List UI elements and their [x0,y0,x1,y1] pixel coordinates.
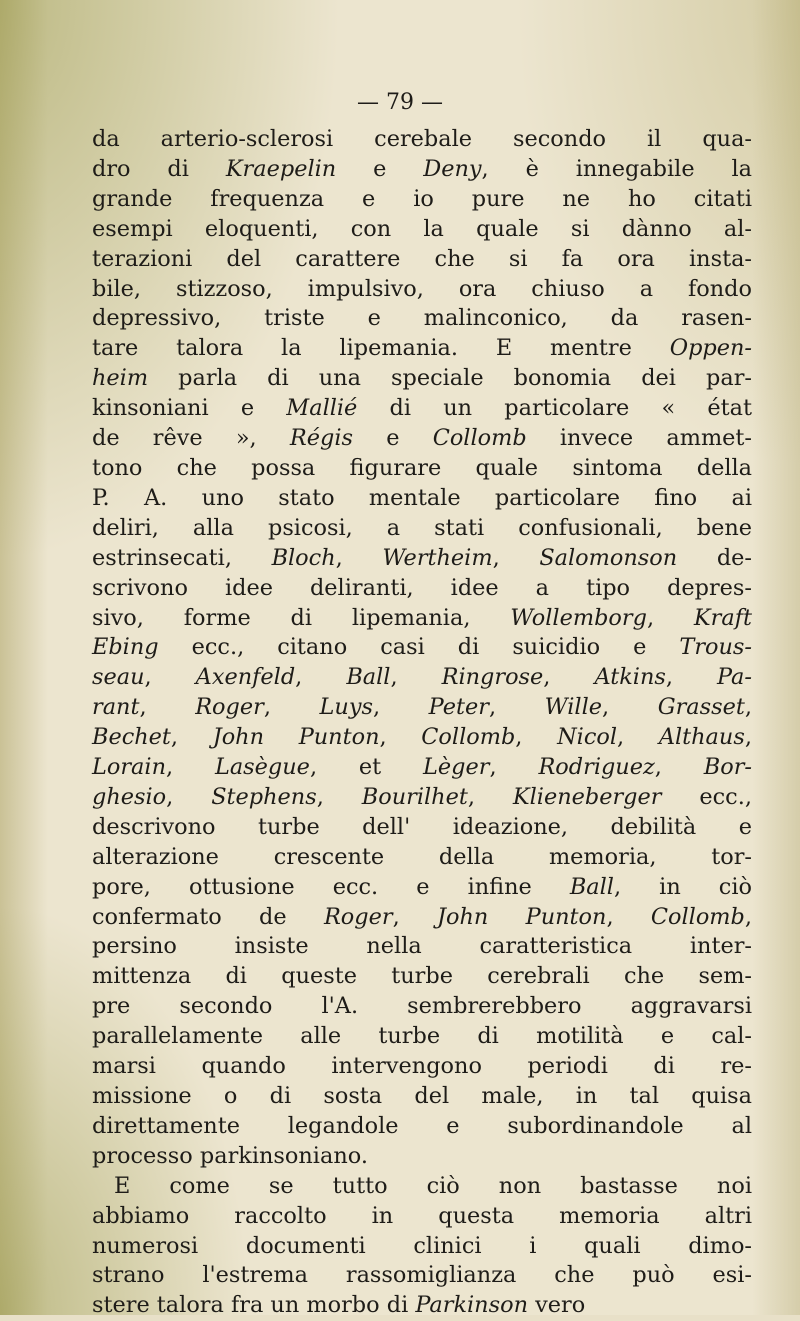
italic-name: Ball [569,873,614,900]
text-segment: , [489,754,539,781]
text-line [92,245,752,275]
text-segment: P. A. uno stato mentale particolare fino ai [92,484,752,511]
text-line [92,1022,752,1052]
italic-name: Bourilhet [361,783,468,810]
text-segment: , [139,694,196,721]
text-line [92,992,752,1022]
text-segment: invece ammet- [526,425,752,452]
text-segment: , [492,544,540,571]
text-segment: , [467,783,513,810]
italic-name: Bloch [271,544,336,571]
text-segment: di un particolare « état [357,395,752,422]
text-segment: tono che possa figurare quale sintoma della [92,454,752,481]
text-segment: , in ciò [613,873,752,900]
text-line [92,932,752,962]
italic-name: Deny [423,155,482,182]
text-segment: , [602,694,658,721]
text-line [92,813,752,843]
text-segment: pre secondo l'A. sembrerebbero aggravarsi [92,993,752,1020]
text-segment: , [744,903,752,930]
italic-name: Roger [323,903,393,930]
text-line [92,1112,752,1142]
text-segment: , [335,544,383,571]
text-segment: dro di [92,155,226,182]
text-segment: descrivono turbe dell' ideazione, debilità e [92,813,752,840]
italic-name: Luys [319,694,373,721]
text-segment: processo parkinsoniano. [92,1142,368,1169]
italic-name: Ringrose [441,664,544,691]
text-segment: E come se tutto ciò non bastasse noi [114,1172,752,1199]
text-segment: esempi eloquenti, con la quale si dànno al- [92,215,752,242]
text-line [92,334,752,364]
text-segment: , [144,664,196,691]
italic-name: Stephens [211,783,317,810]
text-line [92,304,752,334]
text-line [92,185,752,215]
italic-name: Atkins [594,664,666,691]
text-line [92,843,752,873]
text-segment: , [665,664,717,691]
italic-name: seau [92,664,145,691]
text-segment: missione o di sosta del male, in tal quisa [92,1083,752,1109]
text-segment: e [353,425,433,452]
text-segment: confermato de [92,903,324,930]
text-segment: abbiamo raccolto in questa memoria altri [92,1202,752,1229]
italic-name: Collomb [650,903,745,930]
italic-name: John Punton [437,903,607,930]
text-segment: sivo, forme di lipemania, [92,604,511,631]
italic-name: Oppen- [669,335,752,362]
text-line [92,454,752,484]
text-segment: depressivo, triste e malinconico, da rasen- [92,305,752,332]
text-segment: , [379,724,422,751]
text-segment: , [165,754,215,781]
text-line [92,424,752,454]
text-segment: tare talora la lipemania. E mentre [92,335,670,362]
text-segment: , [316,783,362,810]
text-segment: mittenza di queste turbe cerebrali che sem- [92,963,752,990]
text-segment: ecc., [661,783,752,810]
text-segment: , [646,604,694,631]
italic-name: Mallié [286,395,358,422]
text-segment: , [166,783,212,810]
text-segment: , [295,664,347,691]
text-segment: vero [528,1292,586,1319]
text-segment: terazioni del carattere che si fa ora insta- [92,245,752,272]
italic-name: rant [92,694,140,721]
italic-name: Parkinson [415,1292,528,1319]
text-line [92,753,752,783]
text-segment: direttamente legandole e subordinandole al [92,1112,752,1139]
italic-name: Althaus [658,724,745,751]
text-segment: , è innegabile la [481,155,752,182]
text-segment: , [488,694,545,721]
text-line [92,215,752,245]
text-segment: , [606,903,651,930]
text-segment: parla di una speciale bonomia dei par- [148,365,752,392]
text-segment: , [543,664,595,691]
italic-name: Salomonson [539,544,678,571]
text-line [92,604,752,634]
text-segment: , [170,724,213,751]
text-segment: , et [309,754,424,781]
text-segment: , [263,694,320,721]
italic-name: Grasset [657,694,745,721]
italic-name: Kraft [693,604,752,631]
italic-name: Pa- [717,664,752,691]
italic-name: Lèger [423,754,490,781]
text-segment: de- [677,544,752,571]
italic-name: Wille [544,694,602,721]
text-segment: deliri, alla psicosi, a stati confusionali, bene [92,514,752,541]
italic-name: Axenfeld [195,664,296,691]
text-line [92,633,752,663]
text-line [92,1142,752,1172]
text-line [92,484,752,514]
text-segment: , [744,694,752,721]
text-line [92,155,752,185]
text-segment: de rêve », [92,425,290,452]
body-text [92,125,752,1321]
text-segment: estrinsecati, [92,544,272,571]
page-number: — 79 — [357,90,443,115]
text-segment: marsi quando intervengono periodi di re- [92,1053,752,1080]
text-line [92,693,752,723]
italic-name: heim [92,365,149,392]
italic-name: Lorain [92,754,166,781]
italic-name: Trous- [679,634,752,661]
italic-name: Wertheim [382,544,493,571]
text-segment: pore, ottusione ecc. e infine [92,873,570,900]
text-segment: parallelamente alle turbe di motilità e cal- [92,1023,752,1050]
italic-name: Roger [195,694,264,721]
text-segment: , [390,664,442,691]
italic-name: Collomb [432,425,527,452]
text-segment: , [744,724,752,751]
italic-name: Kraepelin [225,155,337,182]
text-segment: e [336,155,424,182]
text-line [92,1172,752,1202]
italic-name: Lasègue [214,754,310,781]
text-line [92,1202,752,1232]
italic-name: Bor- [703,754,752,781]
text-segment: grande frequenza e io pure ne ho citati [92,185,752,212]
text-line [92,903,752,933]
italic-name: Régis [289,425,353,452]
text-line [92,394,752,424]
text-segment: , [392,903,438,930]
text-segment: scrivono idee deliranti, idee a tipo depres- [92,574,752,601]
text-line [92,873,752,903]
text-line [92,514,752,544]
text-segment: strano l'estrema rassomiglianza che può esi- [92,1262,752,1289]
italic-name: Collomb [421,724,516,751]
text-segment: ecc., citano casi di suicidio e [158,634,680,661]
text-line [92,364,752,394]
text-line [92,783,752,813]
text-segment: alterazione crescente della memoria, tor- [92,843,752,870]
text-line [92,663,752,693]
text-segment: persino insiste nella caratteristica inter- [92,933,752,960]
text-line [92,125,752,155]
italic-name: ghesio [92,783,167,810]
text-segment: , [617,724,659,751]
italic-name: Ball [346,664,391,691]
text-segment: kinsoniani e [92,395,287,422]
text-line [92,1052,752,1082]
italic-name: Bechet [92,724,171,751]
text-line [92,1261,752,1291]
italic-name: Rodriguez [538,754,655,781]
italic-name: Peter [428,694,489,721]
text-line [92,1291,752,1321]
text-segment: numerosi documenti clinici i quali dimo- [92,1232,752,1259]
italic-name: Ebing [92,634,159,661]
text-line [92,574,752,604]
italic-name: Klieneberger [512,783,662,810]
text-line [92,1232,752,1262]
text-line [92,723,752,753]
italic-name: John Punton [212,724,380,751]
italic-name: Wollemborg [510,604,647,631]
text-line [92,544,752,574]
text-line [92,962,752,992]
text-segment: stere talora fra un morbo di [92,1292,416,1319]
text-line [92,1082,752,1112]
text-segment: , [654,754,704,781]
text-segment: bile, stizzoso, impulsivo, ora chiuso a fondo [92,275,752,302]
italic-name: Nicol [557,724,618,751]
text-segment: , [515,724,558,751]
text-line [92,275,752,305]
text-segment: da arterio-sclerosi cerebale secondo il qua- [92,126,752,152]
text-segment: , [372,694,429,721]
